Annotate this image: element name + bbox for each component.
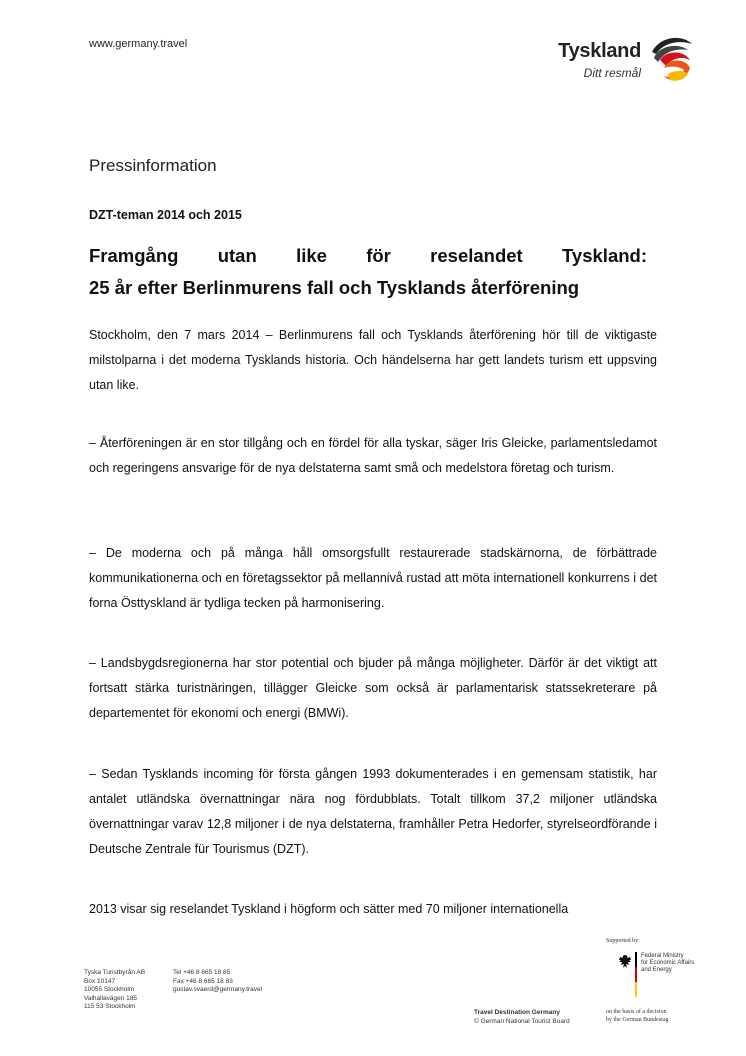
fax: Fax +46 8 665 18 83 — [173, 977, 233, 985]
footer-contact — [173, 969, 262, 995]
tdg-title: Travel Destination Germany — [474, 1009, 560, 1016]
paragraph: – Sedan Tysklands incoming för första gången 1993 dokumenterades i en gemensam statistik, har antalet utländska övernattningar nära nog fördubblats. Totalt tillkom 37,2 miljoner utländska övernattningar varav 12,8 miljoner i de nya delstaterna, framhåller Petra Hedorfer, styrelseordförande i Deutsche Zentrale für Tourismus (DZT). — [89, 767, 657, 856]
address-line: Valhallavägen 185 — [84, 994, 138, 1002]
supported-by: Supported by: — [606, 938, 640, 944]
paragraph: Stockholm, den 7 mars 2014 – Berlinmurens fall och Tysklands återförening hör till de viktigaste milstolparna i det moderna Tysklands historia. Och händelserna har gett landets turism ett uppsving utan like. — [89, 328, 657, 392]
german-flag-bar-icon — [635, 952, 637, 997]
phone: Tel +46 8 665 18 85 — [173, 969, 231, 976]
ministry-line: for Economic Affairs — [641, 960, 695, 966]
section-label: Pressinformation — [89, 156, 217, 175]
address-line: Tyska Turistbyrån AB — [84, 969, 146, 976]
ministry-line: and Energy — [641, 967, 672, 973]
address-line: Box 10147 — [84, 977, 116, 985]
website-url: www.germany.travel — [89, 38, 188, 50]
logo-subtitle: Ditt resmål — [583, 66, 641, 80]
email-link[interactable]: gustav.svaerd@germany.travel — [173, 986, 263, 994]
tdg-subtitle: © German National Tourist Board — [474, 1017, 570, 1025]
address-line: 10055 Stockholm — [84, 986, 135, 994]
paragraph: – Återföreningen är en stor tillgång och en fördel för alla tyskar, säger Iris Gleicke, parlamentsledamot och regeringens ansvarige för de nya delstaterna samt små och medelstora företag och turism. — [89, 436, 657, 475]
ministry-name — [641, 953, 694, 974]
headline — [89, 240, 647, 304]
logo-title: Tyskland — [558, 40, 641, 62]
basis-line: on the basis of a decision — [606, 1009, 667, 1015]
swirl-logo-icon — [642, 30, 698, 86]
tyskland-logo — [548, 28, 698, 88]
paragraph: – Landsbygdsregionerna har stor potential och bjuder på många möjligheter. Därför är det viktigt att fortsatt stärka turistnäringen, tillägger Gleicke som också är parlamentarisk statssekreterare på departementet för ekonomi och energi (BMWi). — [89, 656, 657, 720]
headline-line-1: Framgång utan like för reselandet Tyskland: — [89, 245, 647, 266]
footer-tdg — [474, 1009, 570, 1026]
basis-line: by the German Bundestag — [606, 1016, 669, 1023]
footer-address — [84, 969, 145, 1012]
ministry-line: Federal Ministry — [641, 953, 684, 959]
paragraph: 2013 visar sig reselandet Tyskland i högform och sätter med 70 miljoner internationella — [89, 902, 569, 916]
address-line: 115 53 Stockholm — [84, 1003, 136, 1011]
headline-line-2: 25 år efter Berlinmurens fall och Tysklands återförening — [89, 277, 580, 298]
bundestag-basis — [606, 1009, 668, 1024]
kicker: DZT-teman 2014 och 2015 — [89, 208, 242, 222]
federal-eagle-icon — [618, 954, 632, 970]
paragraph: – De moderna och på många håll omsorgsfullt restaurerade stadskärnorna, de förbättrade kommunikationerna och en företagssektor på mellannivå rustad att möta internationell konkurrens i det forna Östtyskland är tydliga tecken på harmonisering. — [89, 546, 657, 610]
